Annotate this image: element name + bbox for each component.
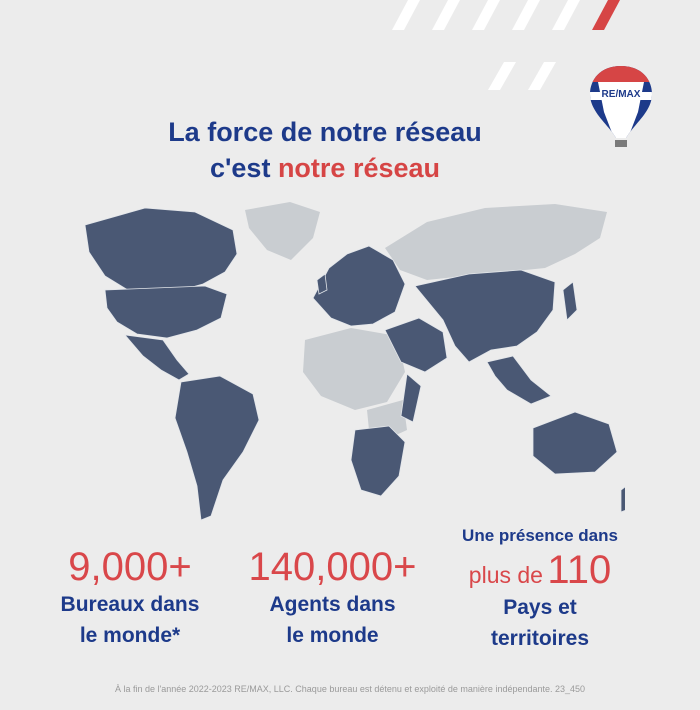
russia [385, 204, 607, 280]
page-title [0, 114, 650, 186]
stat-countries-number-row [440, 548, 640, 592]
japan [563, 282, 577, 320]
north-africa [303, 328, 405, 410]
mexico-central-america [125, 335, 189, 380]
stat-countries-number: 110 [547, 548, 612, 592]
stat-offices-number: 9,000+ [68, 545, 192, 589]
title-line-1: La force de notre réseau [168, 117, 482, 147]
stat-countries-number-prefix: plus de [468, 562, 543, 588]
stat-offices-label-line-1: Bureaux dans [60, 593, 200, 616]
east-africa [401, 374, 421, 422]
title-line-2 [0, 150, 650, 186]
stat-countries-prefix: Une présence dans [462, 526, 618, 545]
southeast-asia [487, 356, 551, 404]
logo-text: RE/MAX [601, 89, 641, 100]
map-light-regions [245, 202, 607, 440]
usa [105, 286, 227, 338]
stat-agents-label-line-2: le monde [286, 624, 379, 647]
stat-countries [440, 524, 640, 654]
new-zealand [621, 484, 625, 512]
title-line-2-prefix: c'est [209, 153, 278, 183]
canada [85, 208, 237, 294]
south-america [175, 376, 259, 520]
stat-offices [30, 545, 230, 651]
stat-offices-label-line-2: le monde* [79, 624, 181, 647]
footnote: À la fin de l'année 2022-2023 RE/MAX, LLC. Chaque bureau est détenu et exploité de manière indépendante. 23_450 [114, 684, 586, 694]
stat-agents [230, 545, 435, 651]
australia [533, 412, 617, 474]
greenland [245, 202, 320, 260]
stat-countries-label-line-1: Pays et [503, 596, 577, 619]
stat-countries-label-line-2: territoires [490, 627, 590, 650]
title-line-2-highlight: notre réseau [277, 153, 441, 183]
stat-agents-number: 140,000+ [248, 545, 417, 589]
world-map [55, 190, 625, 535]
southern-africa [351, 426, 405, 496]
stat-agents-label-line-1: Agents dans [269, 593, 396, 616]
uk [317, 274, 327, 294]
